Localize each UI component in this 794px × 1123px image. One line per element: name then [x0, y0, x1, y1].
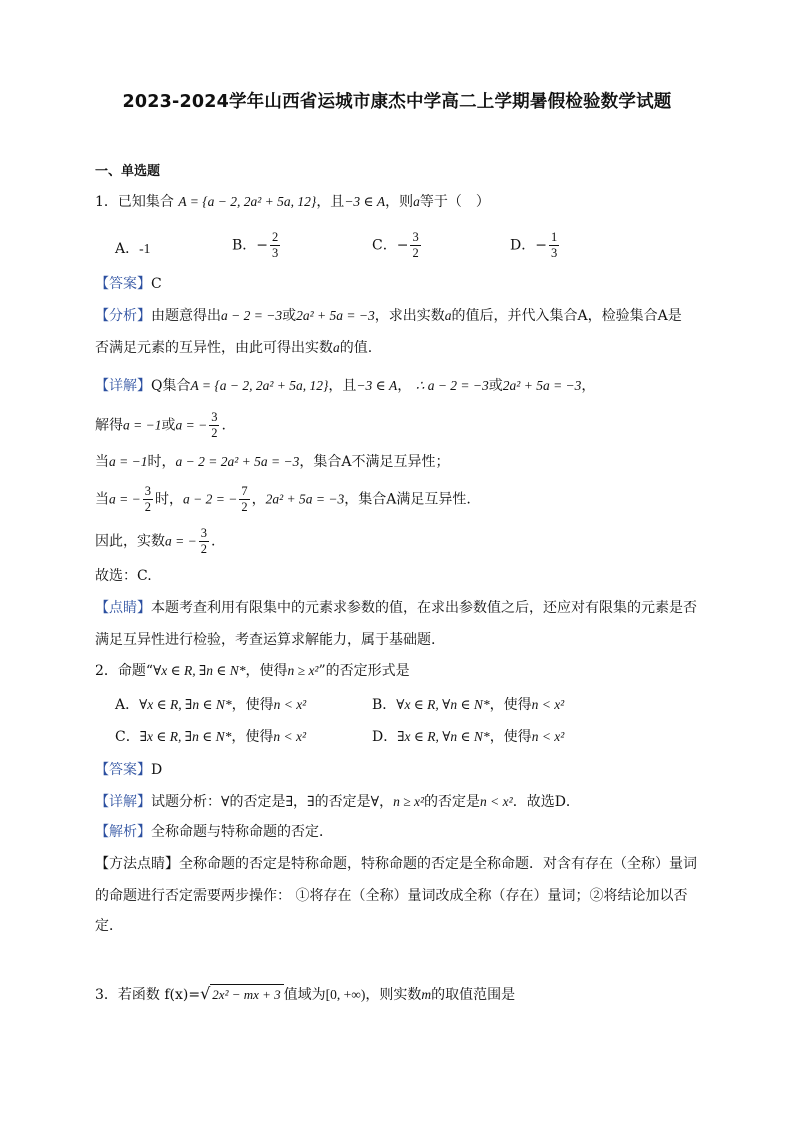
section-heading: 一、单选题: [95, 164, 161, 179]
option-a: A．∀x ∈ R, ∃n ∈ N*，使得n < x²: [115, 697, 307, 713]
question-2-explanation: 【解析】全称命题与特称命题的否定．: [95, 824, 333, 840]
question-1-answer: 【答案】C: [95, 276, 162, 292]
question-1-solution: 解得a = −1或a = − $\frac{3}{2}$ .: [95, 410, 226, 440]
question-2-detail: 【详解】试题分析：∀的否定是∃，∃的否定是∀，n ≥ x²的否定是n < x²．故选D．: [95, 794, 580, 810]
question-3-stem: 3．若函数 f(x)=√ 2x² − mx + 3 值域为[0, +∞)，则实数m的取值范围是: [95, 984, 516, 1003]
question-1-stem: 1．已知集合 A = {a − 2, 2a² + 5a, 12}，且−3 ∈ A，则a等于（ ）: [95, 194, 490, 210]
option-c: C．− $\frac{3}{2}$: [372, 230, 419, 260]
question-1-choice: 故选：C.: [95, 568, 152, 584]
question-1-note-line-2: 满足互异性进行检验，考查运算求解能力，属于基础题.: [95, 632, 436, 648]
question-2-method-line-2: 的命题进行否定需要两步操作： ①将存在（全称）量词改成全称（存在）量词；②将结论加以否: [95, 888, 688, 904]
radical-sign: √: [200, 984, 211, 1003]
question-1-detail-line-1: 【详解】Q集合A = {a − 2, 2a² + 5a, 12}，且−3 ∈ A， ∴ a − 2 = −3或2a² + 5a = −3，: [95, 378, 596, 394]
option-a: A．-1: [115, 241, 151, 257]
question-1-analysis-line-2: 否满足元素的互异性，由此可得出实数a的值.: [95, 340, 373, 356]
question-1-note-line-1: 【点睛】本题考查利用有限集中的元素求参数的值，在求出参数值之后，还应对有限集的元素是否: [95, 600, 697, 616]
question-1-case-2: 当a = − $\frac{3}{2}$ 时，a − 2 = − $\frac{7}{2}$ ，2a² + 5a = −3，集合A满足互异性.: [95, 484, 471, 514]
page-title: 2023-2024学年山西省运城市康杰中学高二上学期暑假检验数学试题: [122, 92, 672, 112]
option-b: B．− $\frac{2}{3}$: [232, 230, 279, 260]
question-1-conclusion: 因此，实数a = − $\frac{3}{2}$ .: [95, 526, 216, 556]
option-d: D．− $\frac{1}{3}$: [510, 230, 558, 260]
question-2-answer: 【答案】D: [95, 762, 163, 778]
question-1-analysis-line-1: 【分析】由题意得出a − 2 = −3或2a² + 5a = −3，求出实数a的值后，并代入集合A，检验集合A是: [95, 308, 682, 324]
question-2-method-line-1: 【方法点睛】全称命题的否定是特称命题，特称命题的否定是全称命题．对含有存在（全称）量词: [95, 856, 697, 872]
question-1-case-1: 当a = −1时，a − 2 = 2a² + 5a = −3，集合A不满足互异性；: [95, 454, 450, 470]
question-2-stem: 2．命题“∀x ∈ R, ∃n ∈ N*，使得n ≥ x²”的否定形式是: [95, 663, 410, 679]
question-2-method-line-3: 定．: [95, 918, 123, 934]
option-c: C．∃x ∈ R, ∃n ∈ N*，使得n < x²: [115, 729, 307, 745]
option-b: B．∀x ∈ R, ∀n ∈ N*，使得n < x²: [372, 697, 565, 713]
option-d: D．∃x ∈ R, ∀n ∈ N*，使得n < x²: [372, 729, 565, 745]
